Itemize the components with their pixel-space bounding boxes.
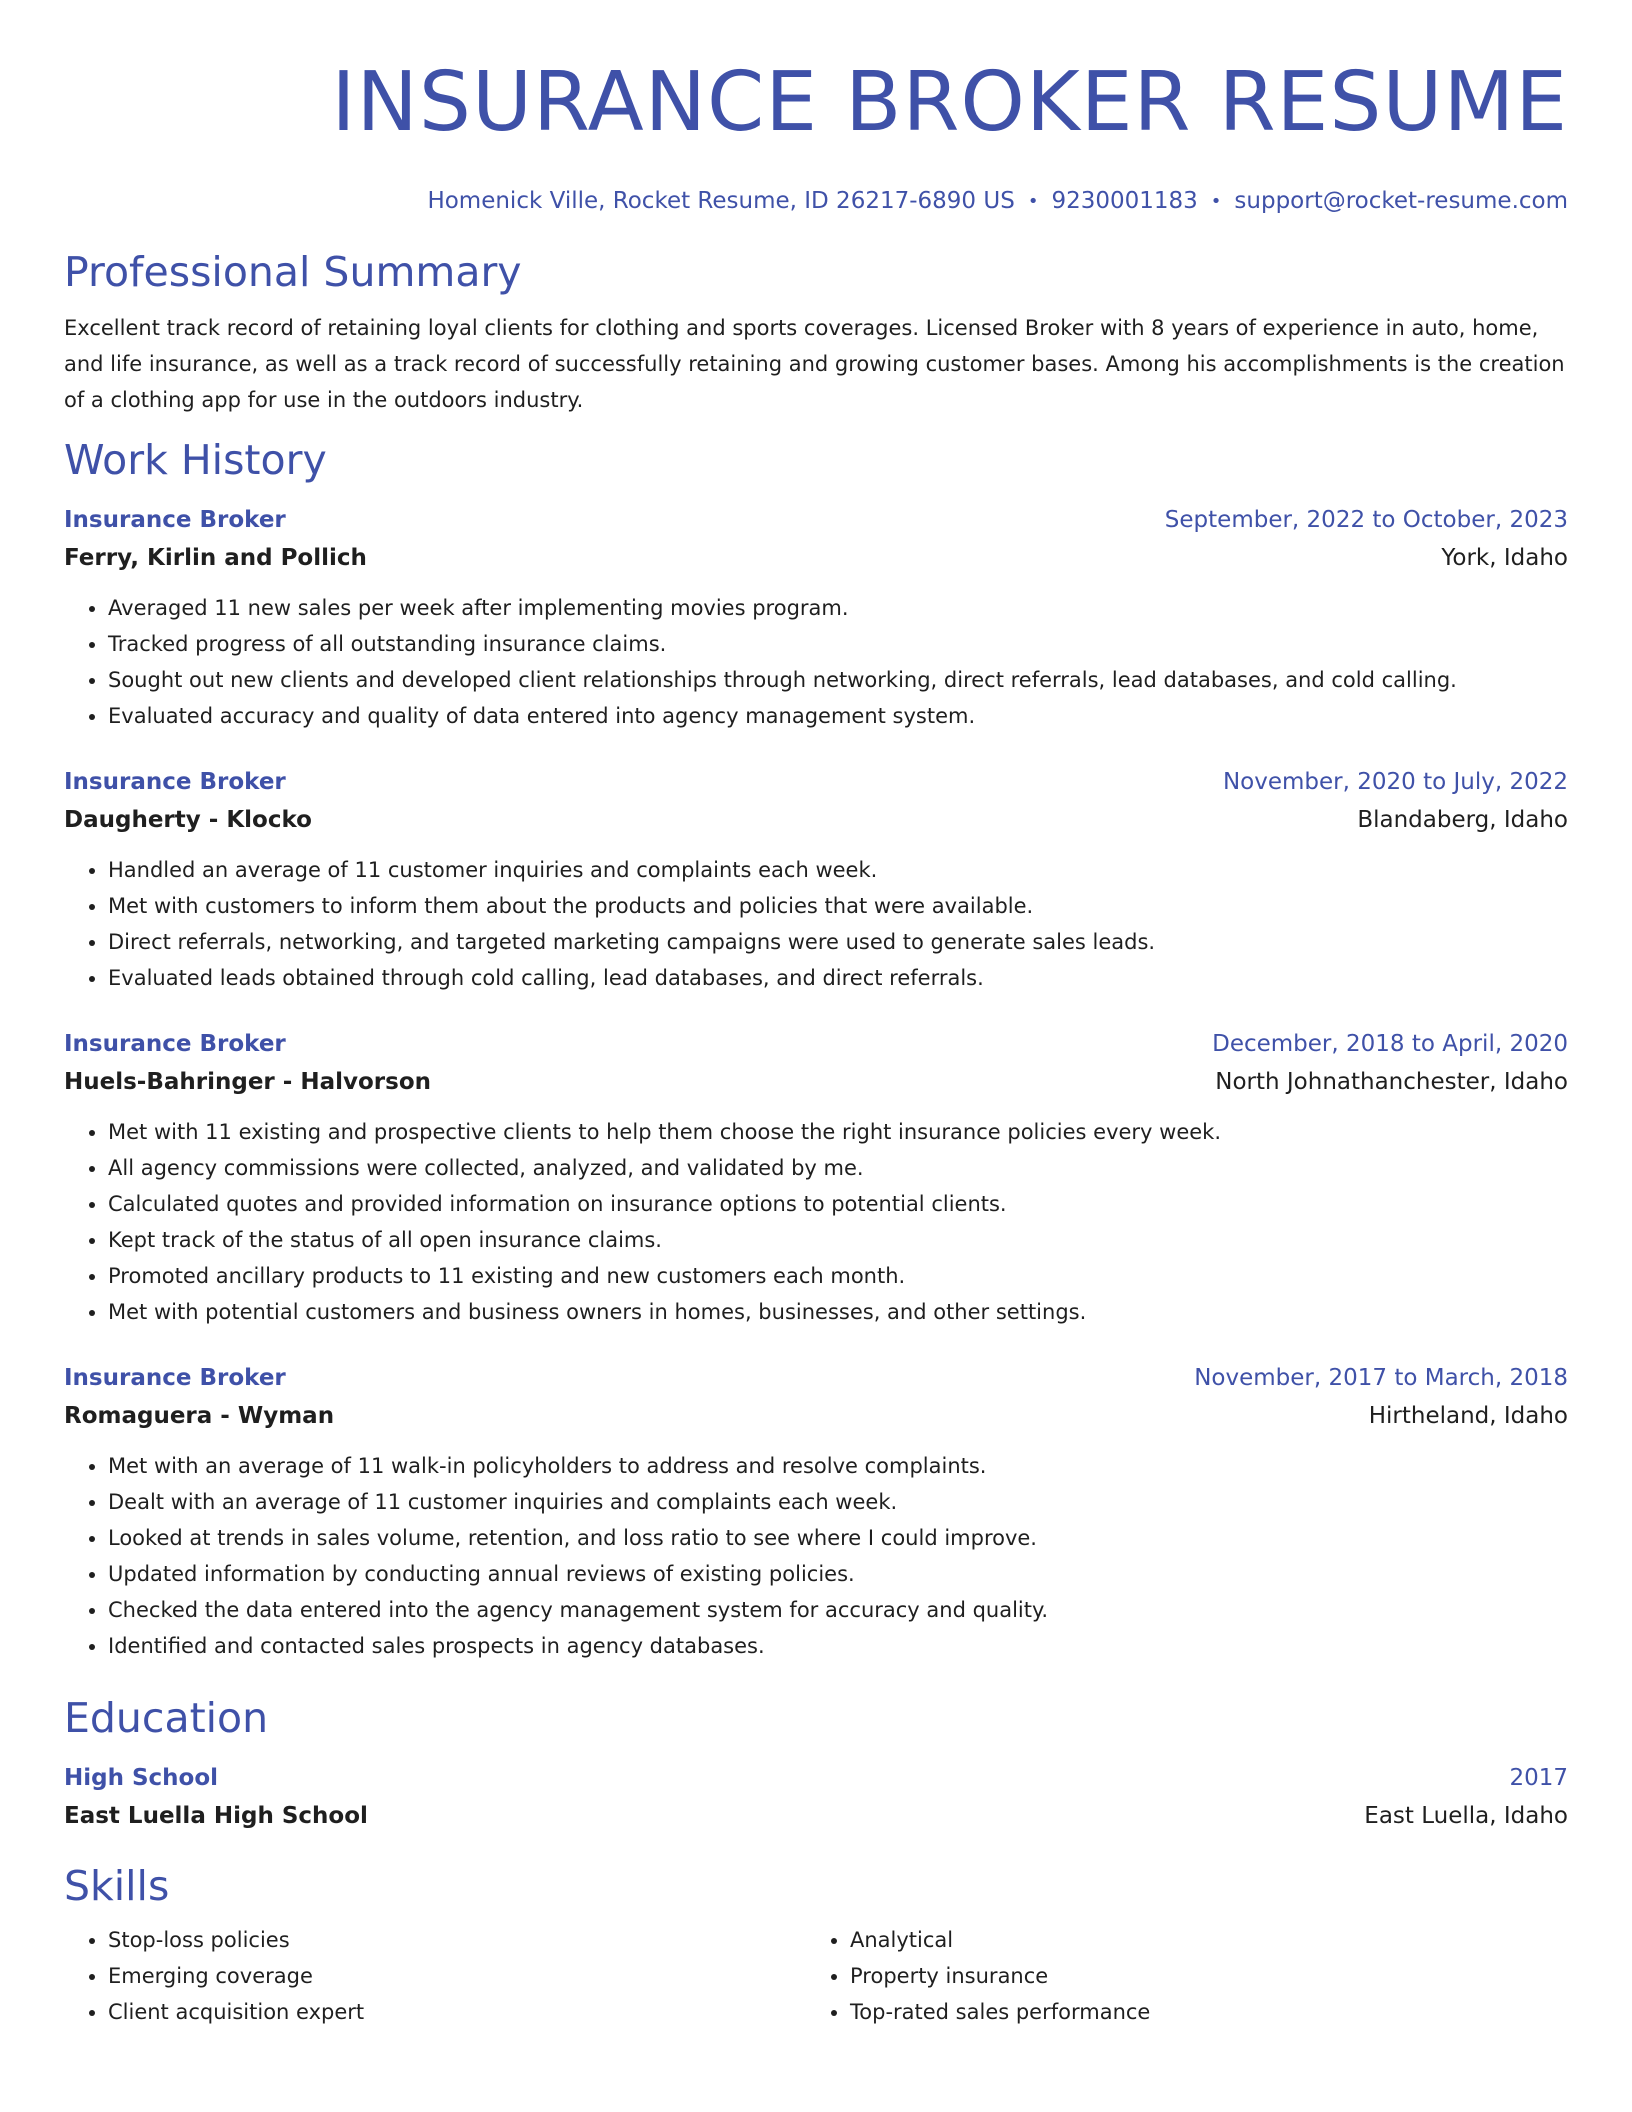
job-bullet: • Checked the data entered into the agency management system for accuracy and quality. xyxy=(108,1592,1568,1628)
job-entry xyxy=(64,764,1568,996)
resume-title: INSURANCE BROKER RESUME xyxy=(331,55,1568,150)
job-role: Insurance Broker xyxy=(64,1364,286,1391)
job-location: Blandaberg, Idaho xyxy=(1357,806,1568,833)
work-history-heading: Work History xyxy=(64,435,327,484)
summary-text: Excellent track record of retaining loyal clients for clothing and sports coverages. Licensed Broker with 8 years of experience in auto, home, and life insurance, as well as a track record of successfully retaining and growing customer bases. Among his accomplishments is the creation of a clothing app for use in the outdoors industry. xyxy=(64,315,1565,412)
education-year: 2017 xyxy=(1509,1764,1568,1791)
job-location: Hirtheland, Idaho xyxy=(1368,1402,1568,1429)
job-bullet: • Identified and contacted sales prospects in agency databases. xyxy=(108,1628,1568,1664)
skill-item: • Property insurance xyxy=(850,1958,1548,1994)
skills-heading: Skills xyxy=(64,1861,170,1910)
job-company: Daugherty - Klocko xyxy=(64,806,312,833)
job-bullets xyxy=(64,590,1568,734)
education-location: East Luella, Idaho xyxy=(1364,1802,1568,1829)
job-entry xyxy=(64,502,1568,734)
job-dates: November, 2020 to July, 2022 xyxy=(1222,768,1568,795)
contact-email: support@rocket-resume.com xyxy=(1234,188,1568,214)
job-bullet: • Met with potential customers and business owners in homes, businesses, and other settings. xyxy=(108,1294,1568,1330)
job-role: Insurance Broker xyxy=(64,1030,286,1057)
education-heading: Education xyxy=(64,1693,269,1742)
job-entry xyxy=(64,1026,1568,1330)
job-bullet: • Averaged 11 new sales per week after implementing movies program. xyxy=(108,590,1568,626)
job-company: Ferry, Kirlin and Pollich xyxy=(64,544,367,571)
skills-column-left xyxy=(64,1922,806,2030)
skill-item: • Analytical xyxy=(850,1922,1548,1958)
job-bullet: • Evaluated leads obtained through cold calling, lead databases, and direct referrals. xyxy=(108,960,1568,996)
job-bullets xyxy=(64,852,1568,996)
job-dates: December, 2018 to April, 2020 xyxy=(1212,1030,1568,1057)
skill-item: • Client acquisition expert xyxy=(108,1994,806,2030)
job-dates: November, 2017 to March, 2018 xyxy=(1194,1364,1568,1391)
skill-item: • Emerging coverage xyxy=(108,1958,806,1994)
contact-separator: • xyxy=(1027,190,1039,212)
job-bullet: • Kept track of the status of all open insurance claims. xyxy=(108,1222,1568,1258)
job-bullet: • Handled an average of 11 customer inquiries and complaints each week. xyxy=(108,852,1568,888)
job-entry xyxy=(64,1360,1568,1664)
job-bullet: • Met with customers to inform them about the products and policies that were available. xyxy=(108,888,1568,924)
skill-item: • Top-rated sales performance xyxy=(850,1994,1548,2030)
job-bullet: • Dealt with an average of 11 customer inquiries and complaints each week. xyxy=(108,1484,1568,1520)
job-bullets xyxy=(64,1114,1568,1330)
job-bullet: • Promoted ancillary products to 11 existing and new customers each month. xyxy=(108,1258,1568,1294)
summary-heading: Professional Summary xyxy=(64,247,522,296)
job-company: Romaguera - Wyman xyxy=(64,1402,335,1429)
contact-separator: • xyxy=(1210,190,1222,212)
skills-list xyxy=(64,1922,1568,2030)
job-bullet: • All agency commissions were collected, analyzed, and validated by me. xyxy=(108,1150,1568,1186)
job-company: Huels-Bahringer - Halvorson xyxy=(64,1068,431,1095)
job-role: Insurance Broker xyxy=(64,768,286,795)
education-entry xyxy=(64,1760,1568,1836)
job-bullet: • Direct referrals, networking, and targeted marketing campaigns were used to generate sales leads. xyxy=(108,924,1568,960)
job-bullet: • Calculated quotes and provided information on insurance options to potential clients. xyxy=(108,1186,1568,1222)
job-bullet: • Evaluated accuracy and quality of data entered into agency management system. xyxy=(108,698,1568,734)
contact-phone: 9230001183 xyxy=(1051,188,1198,214)
job-bullet: • Sought out new clients and developed client relationships through networking, direct referrals, lead databases, and cold calling. xyxy=(108,662,1568,698)
education-school: East Luella High School xyxy=(64,1802,368,1829)
education-degree: High School xyxy=(64,1764,219,1791)
skill-item: • Stop-loss policies xyxy=(108,1922,806,1958)
job-role: Insurance Broker xyxy=(64,506,286,533)
job-bullet: • Updated information by conducting annual reviews of existing policies. xyxy=(108,1556,1568,1592)
job-bullet: • Met with 11 existing and prospective clients to help them choose the right insurance policies every week. xyxy=(108,1114,1568,1150)
skills-column-right xyxy=(806,1922,1548,2030)
job-bullet: • Tracked progress of all outstanding insurance claims. xyxy=(108,626,1568,662)
job-bullet: • Looked at trends in sales volume, retention, and loss ratio to see where I could improve. xyxy=(108,1520,1568,1556)
job-bullet: • Met with an average of 11 walk-in policyholders to address and resolve complaints. xyxy=(108,1448,1568,1484)
job-bullets xyxy=(64,1448,1568,1664)
job-location: North Johnathanchester, Idaho xyxy=(1215,1068,1568,1095)
contact-line xyxy=(64,185,1568,218)
contact-address: Homenick Ville, Rocket Resume, ID 26217-6890 US xyxy=(427,188,1015,214)
job-location: York, Idaho xyxy=(1441,544,1568,571)
job-dates: September, 2022 to October, 2023 xyxy=(1164,506,1568,533)
